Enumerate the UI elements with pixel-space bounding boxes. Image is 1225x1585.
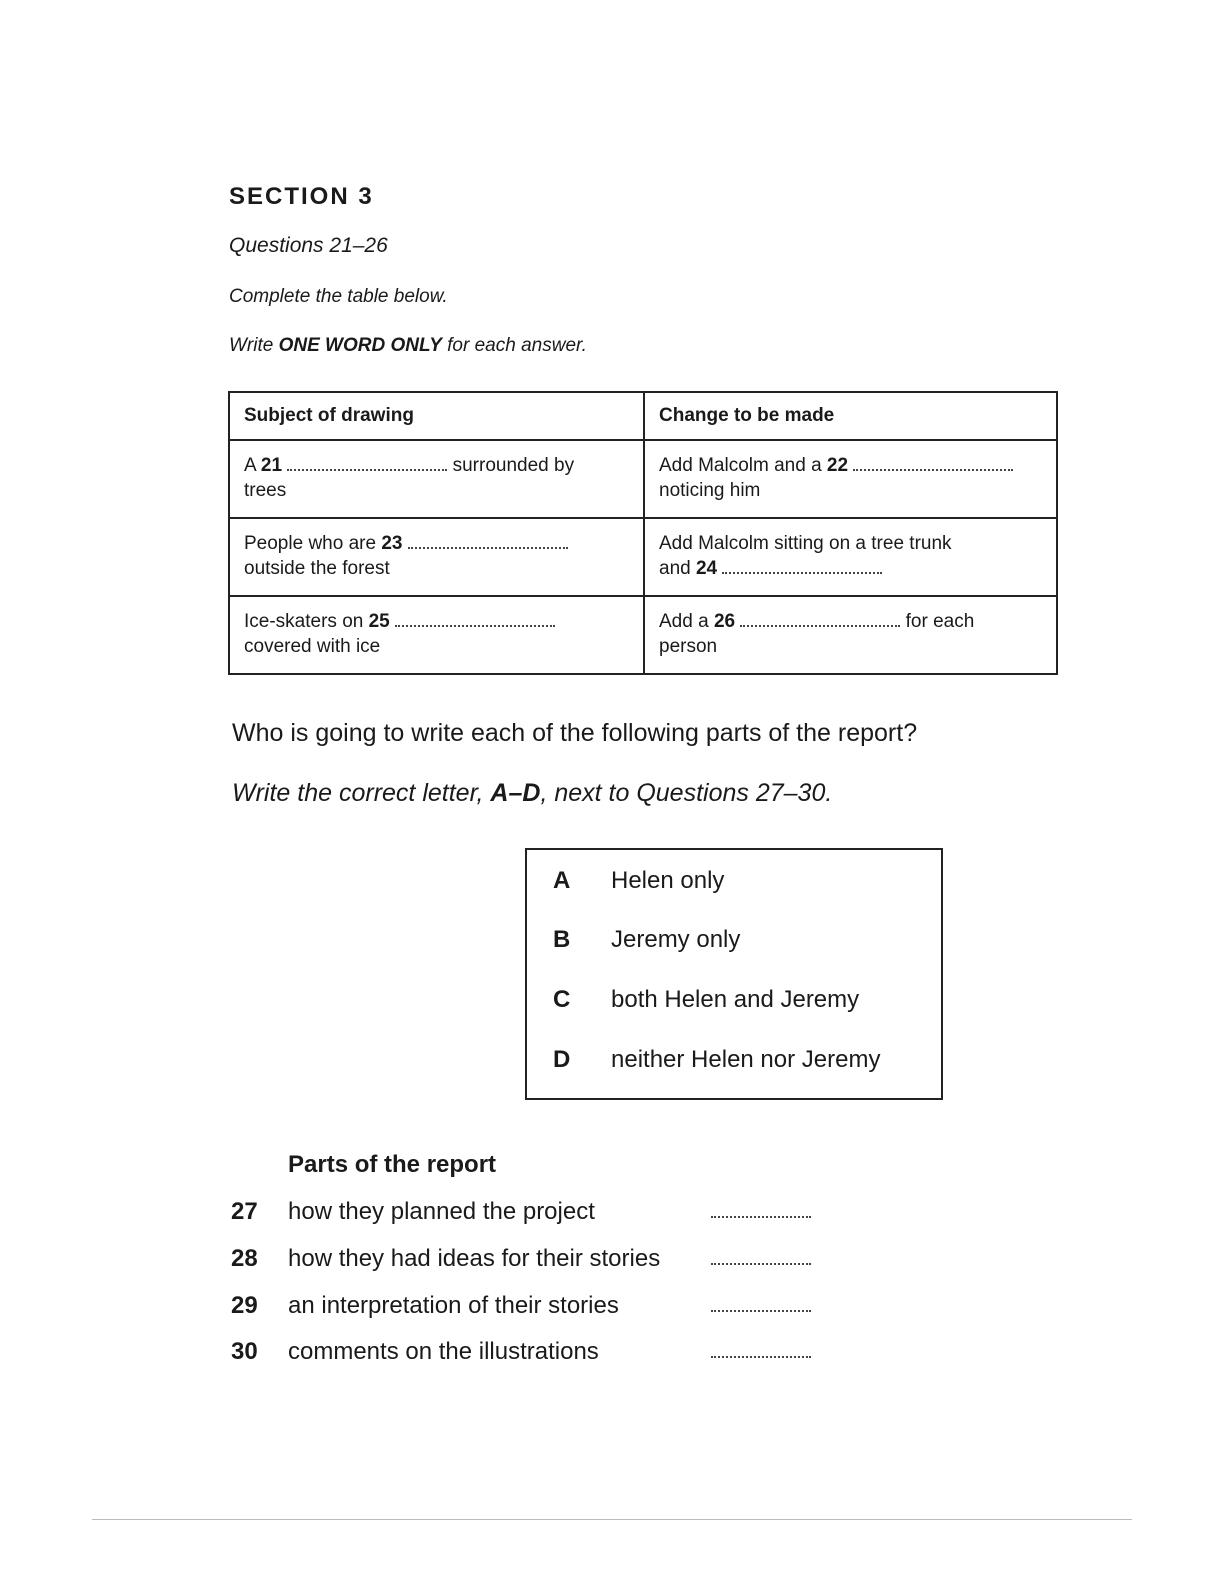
section-title: SECTION 3 bbox=[229, 183, 374, 210]
answer-blank[interactable] bbox=[711, 1263, 811, 1265]
part-text: how they had ideas for their stories bbox=[288, 1245, 661, 1272]
part-number: 27 bbox=[231, 1198, 258, 1225]
part-number: 28 bbox=[231, 1245, 258, 1272]
part-text: an interpretation of their stories bbox=[288, 1292, 619, 1319]
option-text: both Helen and Jeremy bbox=[611, 986, 860, 1013]
answer-blank[interactable] bbox=[711, 1310, 811, 1312]
cell-text: noticing him bbox=[659, 480, 761, 501]
option-letter: A bbox=[553, 867, 571, 894]
option-b bbox=[553, 926, 740, 954]
answer-blank[interactable] bbox=[740, 611, 900, 627]
options-box bbox=[525, 848, 943, 1100]
cell-text: person bbox=[659, 636, 718, 657]
part-number: 30 bbox=[231, 1338, 258, 1365]
option-letter: C bbox=[553, 986, 571, 1013]
letter-instruction-emphasis: A–D bbox=[490, 779, 541, 807]
option-letter: B bbox=[553, 926, 571, 953]
cell-text: Ice-skaters on bbox=[244, 611, 369, 632]
part-item bbox=[231, 1338, 831, 1370]
cell-subject bbox=[229, 596, 644, 674]
cell-subject bbox=[229, 440, 644, 518]
question-number: 24 bbox=[695, 558, 718, 579]
instruction-complete: Complete the table below. bbox=[229, 286, 448, 307]
table-header-row bbox=[229, 392, 1057, 440]
part-text: comments on the illustrations bbox=[288, 1338, 599, 1365]
question-number: 23 bbox=[381, 533, 403, 554]
header-change: Change to be made bbox=[644, 392, 1057, 440]
letter-instruction-prefix: Write the correct letter, bbox=[232, 779, 491, 807]
answer-blank[interactable] bbox=[722, 558, 882, 574]
questions-range: Questions 21–26 bbox=[229, 234, 388, 257]
instruction-write bbox=[229, 335, 587, 357]
instruction-write-emphasis: ONE WORD ONLY bbox=[278, 335, 442, 356]
table-row bbox=[229, 440, 1057, 518]
footer-divider bbox=[92, 1519, 1132, 1520]
question-prompt: Who is going to write each of the following parts of the report? bbox=[232, 719, 918, 747]
question-number: 26 bbox=[713, 611, 736, 632]
header-subject: Subject of drawing bbox=[229, 392, 644, 440]
part-item bbox=[231, 1198, 831, 1230]
cell-text: for each bbox=[900, 611, 975, 632]
letter-instruction-suffix: , next to Questions 27–30. bbox=[540, 779, 833, 807]
option-a bbox=[553, 867, 724, 895]
option-text: neither Helen nor Jeremy bbox=[611, 1046, 881, 1073]
parts-heading: Parts of the report bbox=[288, 1151, 497, 1178]
answer-blank[interactable] bbox=[408, 533, 568, 549]
part-item bbox=[231, 1292, 831, 1324]
cell-text: outside the forest bbox=[244, 558, 390, 579]
option-text: Jeremy only bbox=[611, 926, 741, 953]
question-number: 22 bbox=[826, 455, 849, 476]
cell-change bbox=[644, 440, 1057, 518]
table-row bbox=[229, 518, 1057, 596]
table-row bbox=[229, 596, 1057, 674]
instruction-write-suffix: for each answer. bbox=[441, 335, 587, 356]
option-c bbox=[553, 986, 859, 1014]
option-d bbox=[553, 1046, 880, 1074]
option-text: Helen only bbox=[611, 867, 725, 894]
cell-text: A bbox=[244, 455, 261, 476]
notes-table bbox=[228, 391, 1058, 675]
cell-text: Add Malcolm and a bbox=[659, 455, 827, 476]
answer-blank[interactable] bbox=[711, 1216, 811, 1218]
instruction-write-prefix: Write bbox=[229, 335, 279, 356]
question-number: 25 bbox=[368, 611, 390, 632]
cell-text: surrounded by bbox=[447, 455, 575, 476]
letter-instruction bbox=[232, 779, 832, 808]
cell-subject bbox=[229, 518, 644, 596]
answer-blank[interactable] bbox=[287, 455, 447, 471]
part-item bbox=[231, 1245, 831, 1277]
cell-change bbox=[644, 596, 1057, 674]
answer-blank[interactable] bbox=[395, 611, 555, 627]
cell-text: Add Malcolm sitting on a tree trunk bbox=[659, 533, 952, 554]
question-number: 21 bbox=[260, 455, 283, 476]
cell-change bbox=[644, 518, 1057, 596]
cell-text: People who are bbox=[244, 533, 382, 554]
cell-text: and bbox=[659, 558, 696, 579]
cell-text: covered with ice bbox=[244, 636, 381, 657]
option-letter: D bbox=[553, 1046, 571, 1073]
part-number: 29 bbox=[231, 1292, 258, 1319]
cell-text: Add a bbox=[659, 611, 714, 632]
answer-blank[interactable] bbox=[853, 455, 1013, 471]
answer-blank[interactable] bbox=[711, 1356, 811, 1358]
cell-text: trees bbox=[244, 480, 287, 501]
part-text: how they planned the project bbox=[288, 1198, 595, 1225]
